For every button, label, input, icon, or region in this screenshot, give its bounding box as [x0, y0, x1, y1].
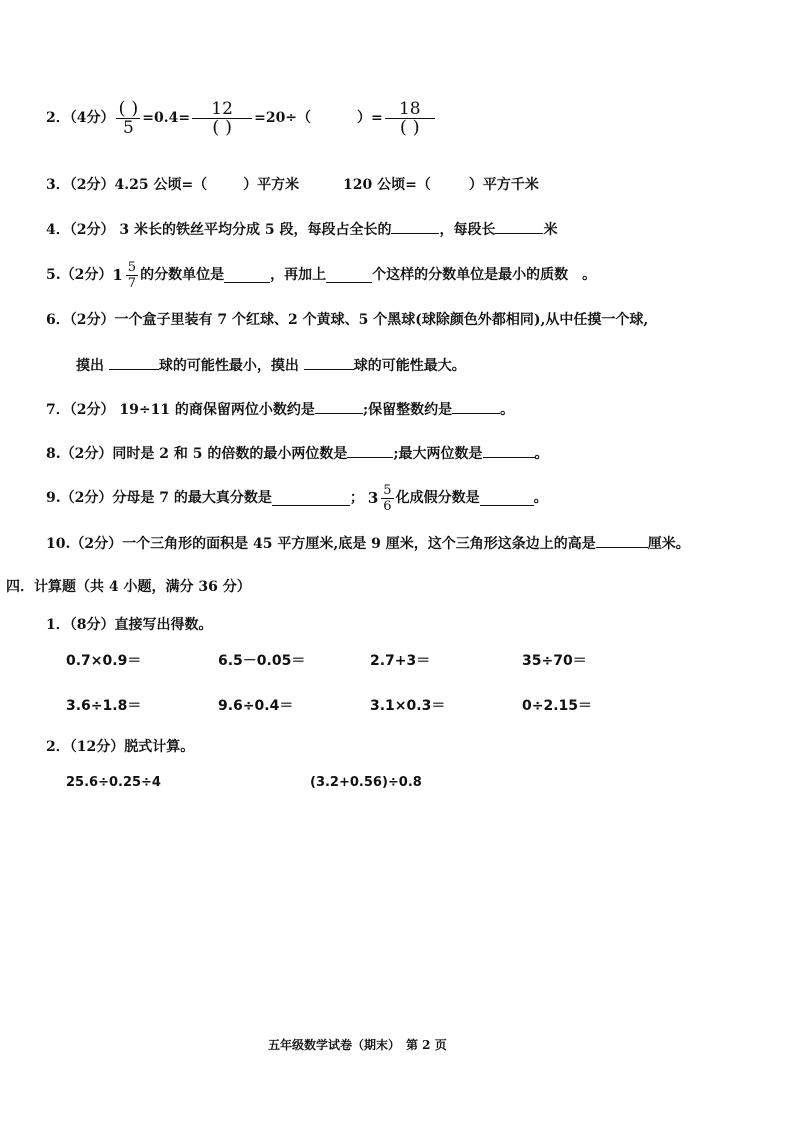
calc1-item: 35÷70＝ [522, 653, 587, 669]
question-7 [46, 399, 514, 420]
q2-frac2-denominator: ( ) [212, 116, 232, 138]
q4-part3: 米 [543, 222, 558, 238]
q6-part1: 摸出 [76, 358, 109, 374]
calc2-expr-1: 25.6÷0.25÷4 [66, 775, 161, 790]
q8-blank-1[interactable] [347, 443, 393, 458]
q5-blank-2[interactable] [326, 268, 372, 283]
q9-part3: 化成假分数是 [395, 490, 480, 506]
q8-part2: ;最大两位数是 [393, 446, 483, 462]
question-3 [46, 175, 299, 195]
q6-blank-1[interactable] [109, 355, 159, 370]
calc1-item: 3.1×0.3＝ [370, 698, 446, 714]
q4-part1: 4．（2分） 3 米长的铁丝平均分成 5 段，每段占全长的 [46, 222, 392, 238]
question-6 [46, 310, 648, 330]
q3-part2: ）平方米 [243, 177, 300, 193]
q2-fraction-1 [116, 97, 140, 138]
q9-fraction [381, 483, 393, 514]
q2-eq2: =20÷（ [254, 110, 312, 126]
question-3-second [343, 175, 539, 195]
q7-part1: 7．（2分） 19÷11 的商保留两位小数约是 [46, 402, 315, 418]
q3-part1: 3．（2分）4.25 公顷=（ [46, 177, 208, 193]
calc1-item: 2.7+3＝ [370, 653, 431, 669]
q6-line1: 6．（2分）一个盒子里装有 7 个红球、2 个黄球、5 个黑球(球除颜色外都相同),从中任摸一个球, [46, 312, 649, 328]
question-2 [46, 95, 437, 141]
question-6-line2 [76, 355, 466, 376]
question-10 [46, 533, 690, 554]
q2-eq3: ）= [357, 110, 383, 126]
q3-part3: 120 公顷=（ [343, 177, 431, 193]
q5-fraction [126, 260, 138, 291]
calc-2-title: 2．（12分）脱式计算。 [46, 739, 195, 755]
q2-prefix: 2．（4分） [46, 110, 115, 126]
calc1-item: 6.5－0.05＝ [218, 653, 306, 669]
q9-whole: 3 [367, 489, 379, 507]
q8-blank-2[interactable] [483, 443, 535, 458]
q9-blank-1[interactable] [272, 491, 350, 506]
q5-numerator: 5 [127, 259, 137, 275]
q2-frac1-numerator: ( ) [118, 97, 139, 119]
calc1-item: 0÷2.15＝ [522, 698, 593, 714]
q7-part3: 。 [500, 402, 515, 418]
q9-numerator: 5 [383, 482, 392, 498]
q9-blank-2[interactable] [480, 491, 534, 506]
q9-part2: ； [349, 490, 364, 506]
q6-part3: 球的可能性最大。 [353, 358, 466, 374]
section-4-title: 四．计算题（共 4 小题，满分 36 分） [6, 579, 251, 595]
q8-part1: 8.（2分）同时是 2 和 5 的倍数的最小两位数是 [46, 446, 348, 462]
q10-blank-1[interactable] [596, 533, 648, 548]
q2-frac2-numerator: 12 [192, 100, 252, 119]
q5-part3: 个这样的分数单位是最小的质数 。 [372, 267, 597, 283]
q5-whole: 1 [112, 266, 123, 284]
q5-part1: 的分数单位是 [140, 267, 225, 283]
q6-blank-2[interactable] [304, 355, 354, 370]
q7-blank-1[interactable] [315, 399, 363, 414]
q2-frac1-denominator: 5 [122, 117, 134, 138]
q2-fraction-2 [192, 100, 252, 137]
calc2-expr-2: (3.2+0.56)÷0.8 [310, 775, 422, 790]
calc1-item: 0.7×0.9＝ [66, 653, 142, 669]
question-9 [46, 480, 548, 516]
q4-blank-1[interactable] [391, 219, 439, 234]
question-4 [46, 219, 557, 240]
q2-eq1: =0.4= [142, 110, 191, 126]
q7-blank-2[interactable] [452, 399, 500, 414]
q5-mixed-number [112, 260, 140, 291]
q7-part2: ;保留整数约是 [362, 402, 453, 418]
calc1-item: 3.6÷1.8＝ [66, 698, 142, 714]
q9-denominator: 6 [383, 498, 392, 514]
question-8 [46, 443, 549, 464]
calc1-item: 9.6÷0.4＝ [218, 698, 294, 714]
page-footer: 五年级数学试卷（期末） 第 2 页 [268, 1038, 447, 1052]
q2-frac3-numerator: 18 [385, 100, 435, 119]
q6-part2: 球的可能性最小，摸出 [158, 358, 304, 374]
q4-part2: ，每段长 [439, 222, 496, 238]
q5-blank-1[interactable] [224, 268, 270, 283]
q4-blank-2[interactable] [495, 219, 543, 234]
q9-part1: 9.（2分）分母是 7 的最大真分数是 [46, 490, 272, 506]
q9-mixed-number [368, 483, 396, 514]
q9-part4: 。 [533, 490, 548, 506]
q10-part2: 厘米。 [647, 536, 690, 552]
q10-part1: 10.（2分）一个三角形的面积是 45 平方厘米,底是 9 厘米，这个三角形这条边上的高是 [46, 536, 596, 552]
q2-fraction-3 [385, 100, 435, 137]
question-5 [46, 258, 596, 292]
q3-part4: ）平方千米 [468, 177, 539, 193]
q5-part2: ，再加上 [270, 267, 327, 283]
calc-1-title: 1．（8分）直接写出得数。 [46, 617, 213, 633]
q8-part3: 。 [534, 446, 549, 462]
q2-frac3-denominator: ( ) [399, 116, 420, 138]
q5-prefix: 5.（2分） [46, 267, 113, 283]
q5-denominator: 7 [127, 275, 137, 291]
